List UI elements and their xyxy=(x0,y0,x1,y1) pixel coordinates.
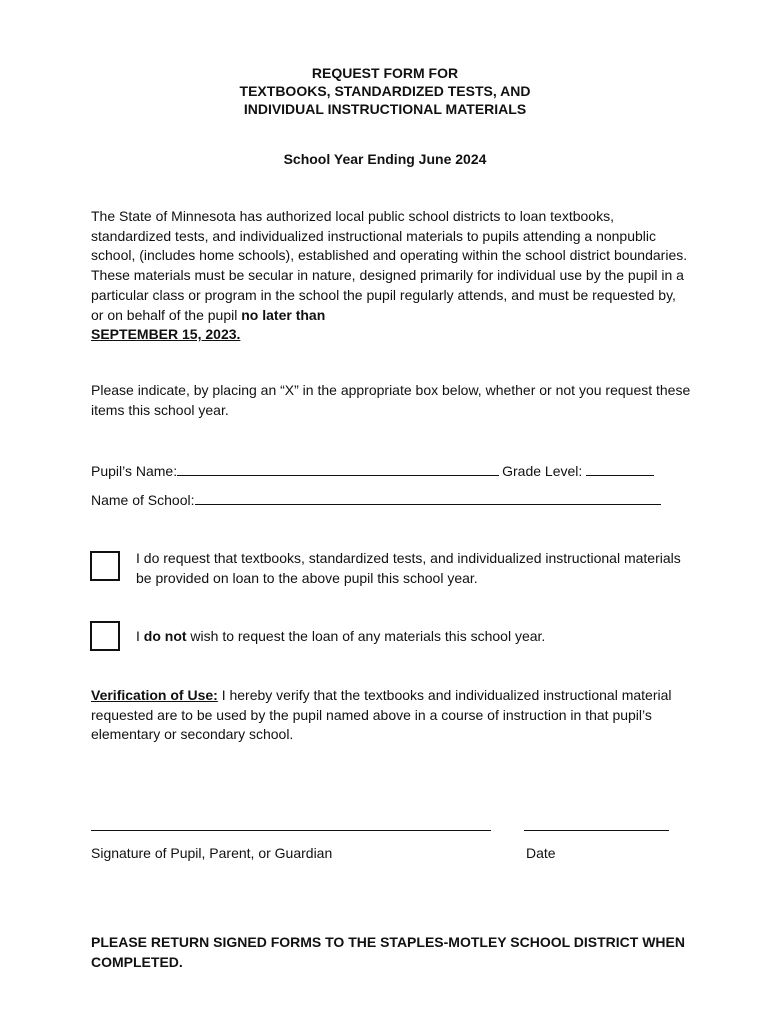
school-name-row xyxy=(91,490,671,509)
title-line-1: REQUEST FORM FOR xyxy=(311,65,459,81)
return-instructions: PLEASE RETURN SIGNED FORMS TO THE STAPLES-MOTLEY SCHOOL DISTRICT WHEN COMPLETED. xyxy=(91,934,685,970)
pupil-name-field[interactable] xyxy=(177,461,499,476)
verification-label: Verification of Use: xyxy=(91,687,218,703)
decline-checkbox[interactable] xyxy=(90,621,120,651)
decline-emphasis: do not xyxy=(143,628,187,644)
signature-label: Signature of Pupil, Parent, or Guardian xyxy=(91,845,333,861)
school-year-subtitle: School Year Ending June 2024 xyxy=(283,151,487,167)
verification-paragraph xyxy=(91,686,691,745)
school-name-field[interactable] xyxy=(195,490,661,505)
date-label: Date xyxy=(526,845,556,861)
pupil-grade-row xyxy=(91,461,671,480)
deadline-date: SEPTEMBER 15, 2023. xyxy=(91,326,241,343)
decline-suffix: wish to request the loan of any materials this school year. xyxy=(186,628,546,644)
decline-option-text xyxy=(136,627,686,647)
intro-paragraph xyxy=(91,207,691,345)
decline-prefix: I xyxy=(136,628,144,644)
date-field[interactable] xyxy=(524,830,669,831)
instructions-paragraph: Please indicate, by placing an “X” in the appropriate box below, whether or not you request these items this school year. xyxy=(91,382,691,418)
deadline-phrase: no later than xyxy=(241,306,326,323)
form-title xyxy=(0,64,770,118)
grade-level-label: Grade Level: xyxy=(502,463,583,479)
grade-level-field[interactable] xyxy=(586,461,654,476)
verification-text: I hereby verify that the textbooks and individualized instructional material requested are to be used by the pupil named above in a course of instruction in that pupil’s elementary or secondary school. xyxy=(91,687,672,743)
title-line-2: TEXTBOOKS, STANDARDIZED TESTS, AND xyxy=(239,83,531,99)
request-option-text: I do request that textbooks, standardized tests, and individualized instructional materials be provided on loan to the above pupil this school year. xyxy=(136,550,681,586)
title-line-3: INDIVIDUAL INSTRUCTIONAL MATERIALS xyxy=(243,101,527,117)
request-checkbox[interactable] xyxy=(90,551,120,581)
signature-field[interactable] xyxy=(91,830,491,831)
intro-text: The State of Minnesota has authorized local public school districts to loan textbooks, standardized tests, and individualized instructional materials to pupils attending a nonpublic school, (includes home schools), established and operating within the school district boundaries. These materials must be secular in nature, designed primarily for individual use by the pupil in a particular class or program in the school the pupil regularly attends, and must be requested by, or on behalf of the pupil xyxy=(91,208,688,323)
school-name-label: Name of School: xyxy=(91,492,195,508)
pupil-name-label: Pupil’s Name: xyxy=(91,463,178,479)
